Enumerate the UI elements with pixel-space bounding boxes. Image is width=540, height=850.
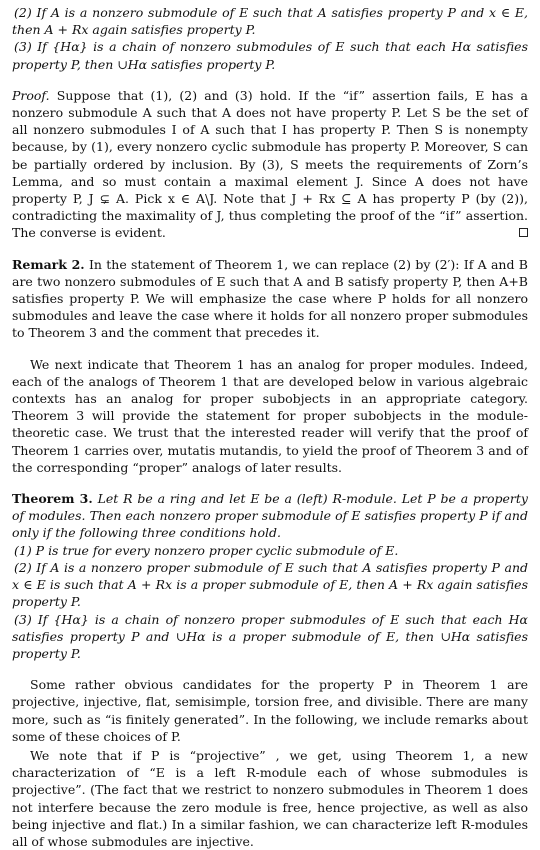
condition-3: (3) If {Hα} is a chain of nonzero submodules of E such that each Hα satisfies property P, then ∪Hα satisfies property P. — [12, 39, 528, 72]
theorem-3-block — [12, 490, 528, 662]
theorem-3-condition-1: (1) P is true for every nonzero proper cyclic submodule of E. — [14, 542, 399, 558]
theorem-3-statement — [12, 490, 528, 542]
remark-2 — [12, 256, 528, 342]
analog-paragraph: We next indicate that Theorem 1 has an analog for proper modules. Indeed, each of the analogs of Theorem 1 that are developed below in various algebraic contexts has an analog for proper subobjects in an appropriate category. Theorem 3 will provide the statement for proper subobjects in the module-theoretic case. We trust that the interested reader will verify that the proof of Theorem 1 carries over, mutatis mutandis, to yield the proof of Theorem 3 and of the corresponding “proper” analogs of later results. — [12, 356, 528, 475]
remark-2-text: In the statement of Theorem 1, we can replace (2) by (2′): If A and B are two nonzero submodules of E such that A and B satisfy property P, then A+B satisfies property P. We will emphasize the case where P holds for all nonzero submodules and leave the case where it holds for all nonzero proper submodules to Theorem 3 and the comment that precedes it. — [12, 256, 528, 341]
condition-2: (2) If A is a nonzero submodule of E such that A satisfies property P and x ∈ E, then A + Rx again satisfies property P. — [12, 5, 528, 38]
proof-text: Suppose that (1), (2) and (3) hold. If the “if” assertion fails, E has a nonzero submodule A such that A does not have property P. Let S be the set of all nonzero submodules I of A such that I has property P. Then S is nonempty because, by (1), every nonzero cyclic submodule has property P. Moreover, S can be partially ordered by inclusion. By (3), S meets the requirements of Zorn’s Lemma, and so must contain a maximal element J. Since A does not have property P, J ⊊ A. Pick x ∈ A\J. Note that J + Rx ⊆ A has property P (by (2)), contradicting the maximality of J, thus completing the proof of the “if” assertion. The converse is evident. — [12, 87, 528, 241]
theorem-3-text: Let R be a ring and let E be a (left) R-module. Let P be a property of modules. Then each nonzero proper submodule of E satisfies property P if and only if the following three conditions hold. — [12, 491, 528, 541]
theorem-3-heading: Theorem 3. — [12, 491, 93, 507]
proof-block — [12, 87, 528, 242]
qed-box-icon — [519, 228, 528, 237]
proof-heading: Proof. — [12, 87, 50, 103]
projective-paragraph: We note that if P is “projective” , we get, using Theorem 1, a new characterization of “E is a left R-module each of whose submodules is projective”. (The fact that we restrict to nonzero submodules in Theorem 1 does not interfere because the zero module is free, hence projective, as well as also being injective and flat.) In a similar fashion, we can characterize left R-modules all of whose submodules are injective. — [12, 747, 528, 849]
proof-paragraph — [12, 87, 528, 242]
candidates-paragraph: Some rather obvious candidates for the property P in Theorem 1 are projective, injective, flat, semisimple, torsion free, and divisible. There are many more, such as “is finitely generated”. In the following, we include remarks about some of these choices of P. — [12, 677, 528, 744]
theorem-3-condition-2: (2) If A is a nonzero proper submodule of E such that A satisfies property P and x ∈ E is such that A + Rx is a proper submodule of E, then A + Rx again satisfies property P. — [12, 559, 528, 610]
theorem-3-condition-3: (3) If {Hα} is a chain of nonzero proper submodules of E such that each Hα satisfies property P and ∪Hα is a proper submodule of E, then ∪Hα satisfies property P. — [12, 611, 528, 661]
remark-2-heading: Remark 2. — [12, 256, 85, 272]
